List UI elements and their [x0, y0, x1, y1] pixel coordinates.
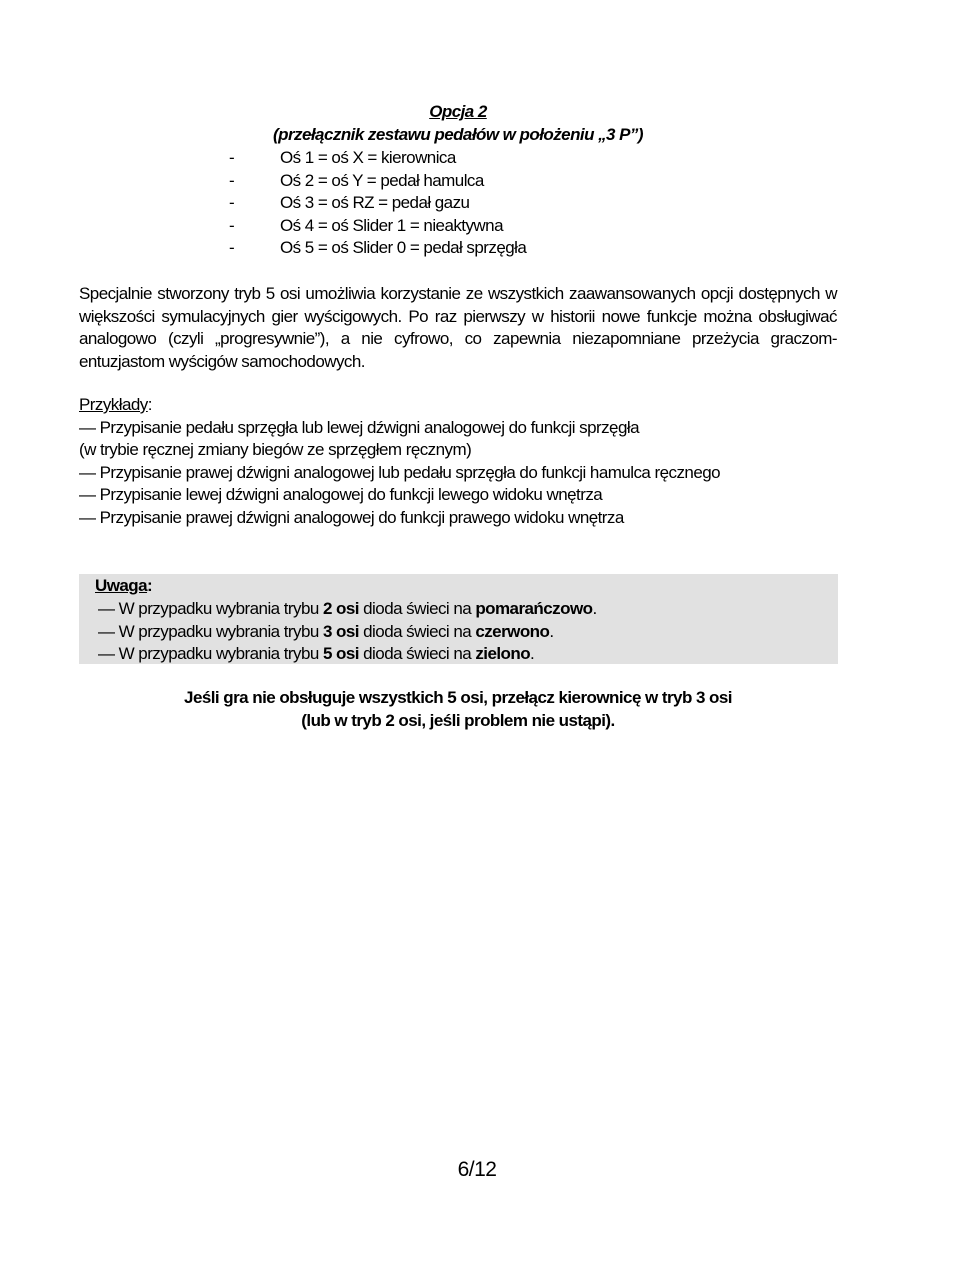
final-line: (lub w tryb 2 osi, jeśli problem nie ustąpi).	[301, 711, 615, 730]
note-text: — W przypadku wybrania trybu	[98, 599, 323, 618]
section-title: Opcja 2	[429, 102, 487, 121]
list-item	[229, 192, 526, 215]
examples-heading	[79, 394, 720, 417]
note-line	[98, 598, 597, 621]
note-text: dioda świeci na	[358, 644, 476, 664]
note-mode: 3 osi	[322, 621, 359, 641]
note-heading	[95, 576, 152, 596]
list-dash: -	[229, 170, 235, 190]
axis-text: Oś 5 = oś Slider 0 = pedał sprzęgła	[280, 238, 527, 258]
list-dash: -	[229, 193, 235, 213]
note-led-color: pomarańczowo	[475, 599, 593, 618]
final-instruction	[0, 686, 916, 732]
examples-section	[79, 394, 720, 530]
note-text: .	[549, 621, 554, 641]
examples-colon: :	[147, 395, 152, 414]
axis-text: Oś 4 = oś Slider 1 = nieaktywna	[280, 215, 503, 235]
list-dash: -	[229, 148, 235, 167]
axis-list	[229, 147, 526, 260]
axis-text: Oś 3 = oś RZ = pedał gazu	[280, 193, 470, 213]
note-text: — W przypadku wybrania trybu	[98, 621, 323, 641]
final-line: Jeśli gra nie obsługuje wszystkich 5 osi, przełącz kierownicę w tryb 3 osi	[184, 688, 732, 707]
list-item	[229, 215, 526, 238]
note-led-color: zielono	[475, 644, 531, 664]
example-line: — Przypisanie prawej dźwigni analogowej do funkcji prawego widoku wnętrza	[79, 507, 624, 527]
note-text: dioda świeci na	[358, 621, 476, 641]
note-text: — W przypadku wybrania trybu	[98, 644, 323, 664]
example-line: — Przypisanie prawej dźwigni analogowej lub pedału sprzęgła do funkcji hamulca ręcznego	[79, 462, 721, 482]
note-box	[79, 574, 838, 664]
note-mode: 2 osi	[322, 599, 359, 618]
note-title: Uwaga	[95, 576, 148, 595]
list-dash: -	[229, 215, 235, 235]
note-text: dioda świeci na	[358, 599, 476, 618]
list-item	[229, 237, 526, 260]
section-subtitle: (przełącznik zestawu pedałów w położeniu „3 P”)	[273, 125, 643, 144]
page-number: 6/12	[457, 1158, 497, 1181]
list-item	[229, 170, 526, 193]
axis-text: Oś 1 = oś X = kierownica	[280, 148, 456, 167]
list-item	[229, 147, 526, 170]
note-led-color: czerwono	[475, 621, 550, 641]
note-line	[98, 621, 597, 644]
axis-text: Oś 2 = oś Y = pedał hamulca	[280, 170, 484, 190]
note-text: .	[530, 644, 535, 664]
description-paragraph: Specjalnie stworzony tryb 5 osi umożliwia korzystanie ze wszystkich zaawansowanych opcji dostępnych w większości symulacyjnych gier wyścigowych. Po raz pierwszy w historii nowe funkcje można obsługiwać analogowo (czyli „progresywnie”), a nie cyfrowo, co zapewnia niezapomniane przeżycia graczom-entuzjastom wyścigów samochodowych.	[79, 284, 837, 371]
note-colon: :	[147, 576, 153, 595]
list-dash: -	[229, 238, 235, 258]
note-mode: 5 osi	[322, 644, 359, 664]
example-line: — Przypisanie lewej dźwigni analogowej do funkcji lewego widoku wnętrza	[79, 485, 603, 505]
examples-label: Przykłady	[79, 395, 148, 414]
example-line: — Przypisanie pedału sprzęgła lub lewej dźwigni analogowej do funkcji sprzęgła	[79, 417, 639, 437]
note-lines	[98, 598, 597, 666]
note-line	[98, 643, 597, 666]
example-line: (w trybie ręcznej zmiany biegów ze sprzęgłem ręcznym)	[79, 440, 472, 460]
note-text: .	[592, 599, 597, 618]
